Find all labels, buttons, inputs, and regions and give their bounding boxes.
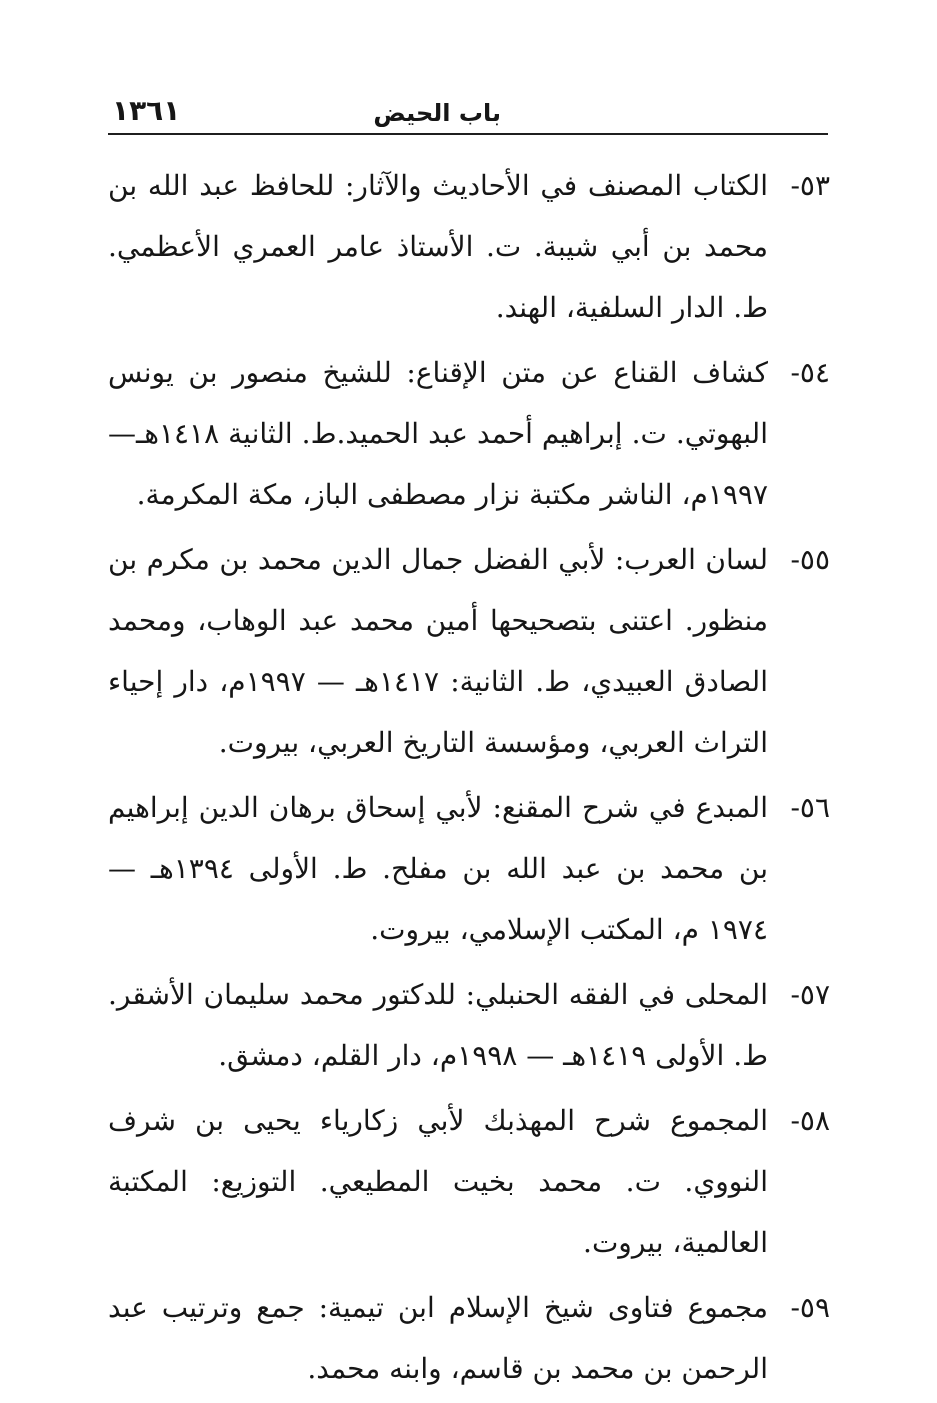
running-header xyxy=(112,86,826,134)
entry-text: المبدع في شرح المقنع: لأبي إسحاق برهان الدين إبراهيم بن محمد بن عبد الله بن مفلح. ط. الأولى ١٣٩٤هـ —١٩٧٤ م، المكتب الإسلامي، بيروت. xyxy=(108,791,768,946)
entry-text: لسان العرب: لأبي الفضل جمال الدين محمد بن مكرم بن منظور. اعتنى بتصحيحها أمين محمد عبد الوهاب، ومحمد الصادق العبيدي، ط. الثانية: ١٤١٧هـ — ١٩٩٧م، دار إحياء التراث العربي، ومؤسسة التاريخ العربي، بيروت. xyxy=(108,543,768,759)
page-number: ١٣٦١ xyxy=(112,94,181,127)
bibliography-entry-58 xyxy=(108,1090,830,1273)
entry-number: ٥٩- xyxy=(790,1291,830,1324)
bibliography-entry-53 xyxy=(108,155,830,338)
bibliography-list xyxy=(108,155,830,1403)
entry-number: ٥٣- xyxy=(790,169,830,202)
entry-text: المحلى في الفقه الحنبلي: للدكتور محمد سليمان الأشقر. ط. الأولى ١٤١٩هـ — ١٩٩٨م، دار القلم، دمشق. xyxy=(108,978,768,1072)
header-divider xyxy=(108,133,828,135)
entry-number: ٥٧- xyxy=(790,978,830,1011)
entry-text: كشاف القناع عن متن الإقناع: للشيخ منصور بن يونس البهوتي. ت. إبراهيم أحمد عبد الحميد.ط. الثانية ١٤١٨هـ—١٩٩٧م، الناشر مكتبة نزار مصطفى الباز، مكة المكرمة. xyxy=(108,356,768,511)
bibliography-entry-59 xyxy=(108,1277,830,1399)
entry-number: ٥٥- xyxy=(790,543,830,576)
bibliography-entry-57 xyxy=(108,964,830,1086)
entry-number: ٥٤- xyxy=(790,356,830,389)
bibliography-entry-54 xyxy=(108,342,830,525)
bibliography-entry-56 xyxy=(108,777,830,960)
entry-text: الكتاب المصنف في الأحاديث والآثار: للحافظ عبد الله بن محمد بن أبي شيبة. ت. الأستاذ عامر العمري الأعظمي. ط. الدار السلفية، الهند. xyxy=(108,169,768,324)
entry-number: ٥٨- xyxy=(790,1104,830,1137)
entry-number: ٥٦- xyxy=(790,791,830,824)
bibliography-entry-55 xyxy=(108,529,830,773)
entry-text: مجموع فتاوى شيخ الإسلام ابن تيمية: جمع وترتيب عبد الرحمن بن محمد بن قاسم، وابنه محمد. xyxy=(108,1291,768,1385)
entry-text: المجموع شرح المهذبك لأبي زكارياء يحيى بن شرف النووي. ت. محمد بخيت المطيعي. التوزيع: المكتبة العالمية، بيروت. xyxy=(108,1104,768,1259)
chapter-title: باب الحيض xyxy=(373,99,501,127)
